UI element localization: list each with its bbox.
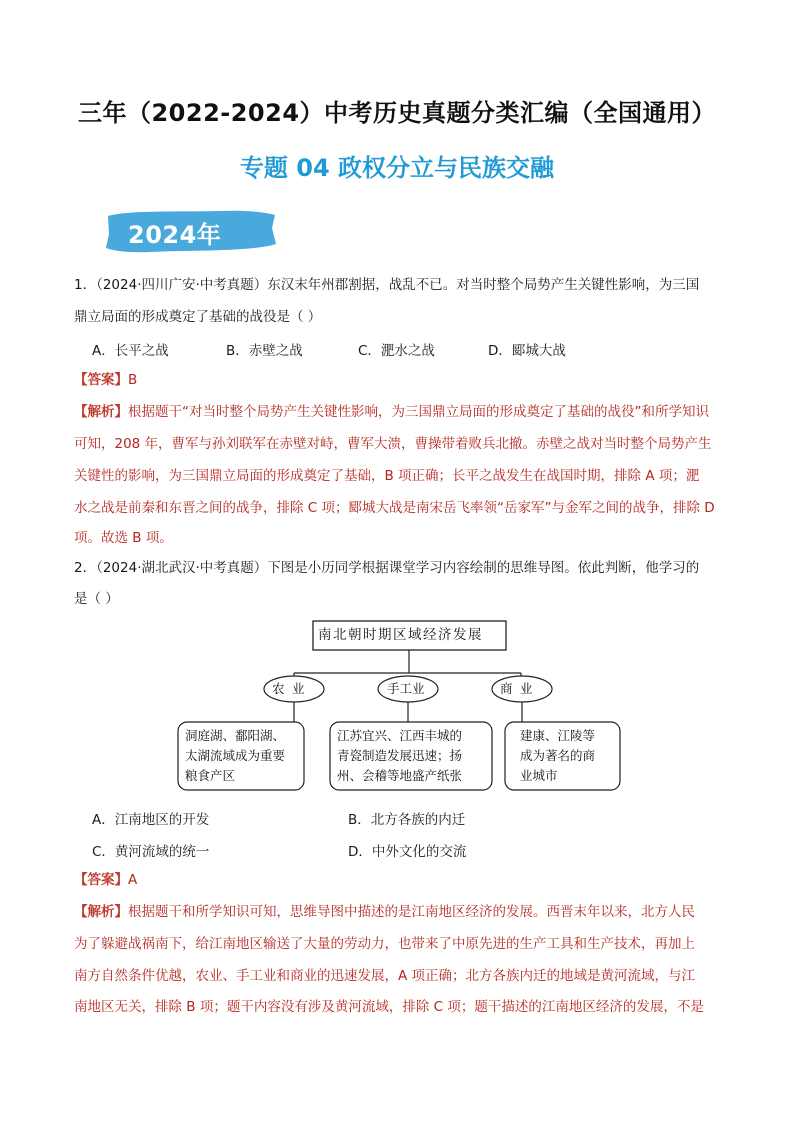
q1-analysis-line-2: 可知，208 年，曹军与孙刘联军在赤壁对峙，曹军大溃，曹操带着败兵北撤。赤壁之战对当时整个局势产生 — [74, 436, 712, 452]
document-title: 三年（2022-2024）中考历史真题分类汇编（全国通用） — [77, 99, 717, 127]
q2-stem-line-2: 是（ ） — [74, 591, 119, 607]
q2-analysis-tag: 【解析】 — [74, 904, 128, 920]
q2-analysis-line-3: 南方自然条件优越，农业、手工业和商业的迅速发展，A 项正确；北方各族内迁的地域是黄河流域，与江 — [74, 968, 696, 984]
q1-option-d: D．郾城大战 — [488, 343, 566, 359]
mind-map-detail-handicraft-text: 江苏宜兴、江西丰城的 青瓷制造发展迅速；扬 州、会稽等地盛产纸张 — [337, 728, 463, 783]
q1-option-b: B．赤壁之战 — [226, 343, 303, 359]
q1-analysis-line-3: 关键性的影响，为三国鼎立局面的形成奠定了基础，B 项正确；长平之战发生在战国时期，排除 A 项；淝 — [74, 468, 700, 484]
q2-option-d: D．中外文化的交流 — [348, 844, 467, 860]
q1-option-c: C．淝水之战 — [358, 343, 435, 359]
q2-answer-value: A — [128, 872, 138, 888]
topic-title: 专题 04 政权分立与民族交融 — [239, 154, 555, 182]
q2-analysis-line-2: 为了躲避战祸南下，给江南地区输送了大量的劳动力，也带来了中原先进的生产工具和生产技术，再加上 — [74, 936, 695, 952]
q1-stem-line-2: 鼎立局面的形成奠定了基础的战役是（ ） — [74, 309, 322, 325]
q1-analysis-line-4: 水之战是前秦和东晋之间的战争，排除 C 项；郾城大战是南宋岳飞率领“岳家军”与金军之间的战争，排除 D — [74, 500, 715, 516]
q2-stem-line-1: 2．（2024·湖北武汉·中考真题）下图是小历同学根据课堂学习内容绘制的思维导图。依此判断，他学习的 — [74, 560, 700, 576]
q1-answer-tag: 【答案】 — [74, 372, 128, 388]
q2-option-a: A．江南地区的开发 — [92, 812, 210, 828]
q2-answer — [74, 864, 724, 896]
q1-analysis-line-5: 项。故选 B 项。 — [74, 530, 173, 546]
mind-map-label-commerce: 商 业 — [500, 681, 533, 696]
mind-map-detail-commerce-text: 建康、江陵等 成为著名的商 业城市 — [520, 728, 596, 783]
q2-analysis-line-4: 南地区无关，排除 B 项；题干内容没有涉及黄河流域，排除 C 项；题干描述的江南地区经济的发展，不是 — [74, 999, 704, 1015]
q1-stem-line-1: 1．（2024·四川广安·中考真题）东汉末年州郡割据，战乱不已。对当时整个局势产生关键性影响，为三国 — [74, 277, 700, 293]
q1-answer-value: B — [128, 372, 138, 388]
mind-map-root-label: 南北朝时期区域经济发展 — [318, 627, 483, 643]
mind-map-label-agriculture: 农 业 — [272, 681, 305, 696]
year-badge-label: 2024年 — [128, 221, 222, 249]
q2-option-c: C．黄河流域的统一 — [92, 844, 210, 860]
q2-option-b: B．北方各族的内迁 — [348, 812, 466, 828]
mind-map-label-handicraft: 手工业 — [387, 681, 425, 696]
q2-answer-tag: 【答案】 — [74, 872, 128, 888]
q1-analysis-line-1: 【解析】根据题干“对当时整个局势产生关键性影响，为三国鼎立局面的形成奠定了基础的战役”和所学知识 — [74, 404, 709, 420]
mind-map-detail-agriculture-text: 洞庭湖、鄱阳湖、 太湖流域成为重要 粮食产区 — [185, 728, 286, 783]
q1-analysis-tag: 【解析】 — [74, 404, 128, 420]
q1-option-a: A．长平之战 — [92, 343, 169, 359]
q2-analysis-line-1: 【解析】根据题干和所学知识可知，思维导图中描述的是江南地区经济的发展。西晋末年以来，北方人民 — [74, 904, 695, 920]
